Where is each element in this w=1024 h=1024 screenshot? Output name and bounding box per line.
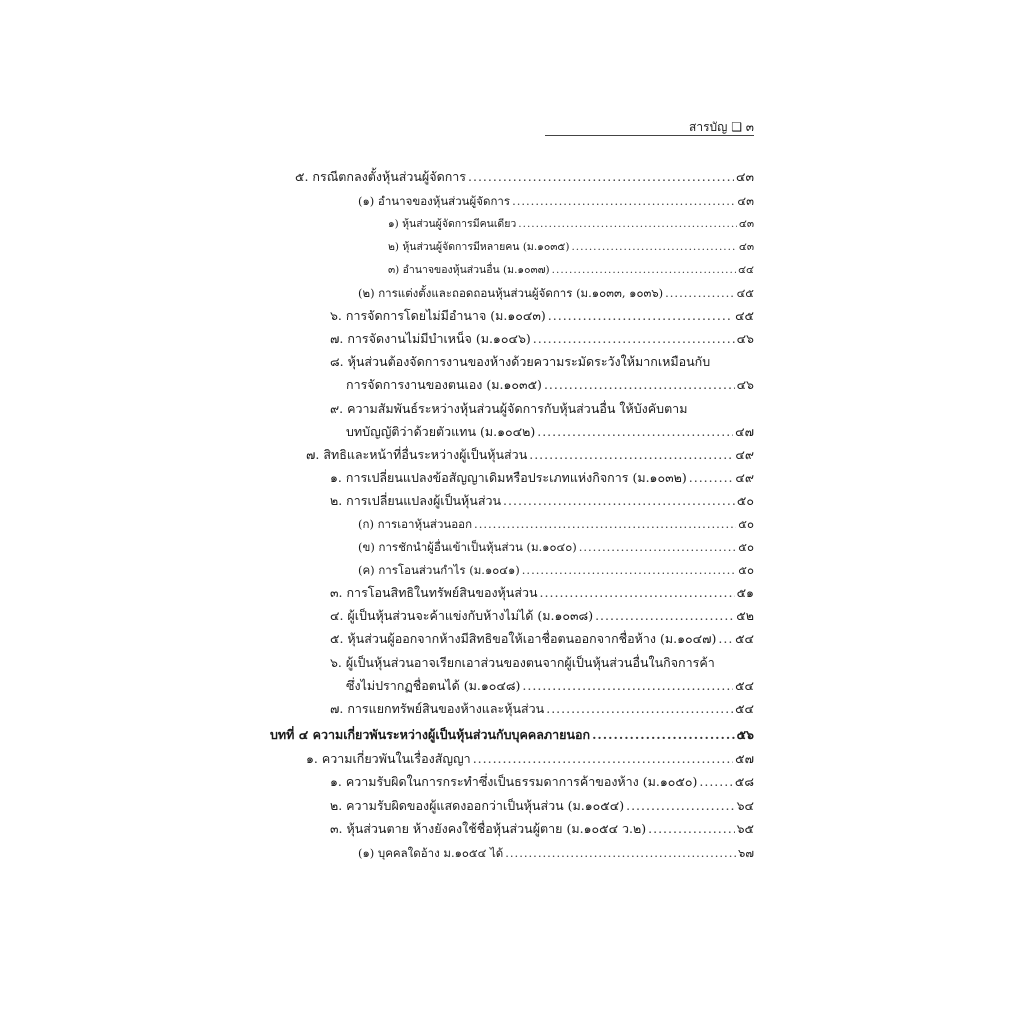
dot-leader bbox=[522, 676, 733, 696]
toc-entry-title: บทที่ ๔ ความเกี่ยวพันระหว่างผู้เป็นหุ้นส่วนกับบุคคลภายนอก bbox=[270, 727, 591, 742]
toc-entry-page: ๕๗ bbox=[735, 751, 754, 766]
toc-entry-page: ๖๔ bbox=[736, 798, 754, 813]
toc-entry bbox=[346, 676, 754, 696]
toc-entry bbox=[346, 422, 754, 442]
toc-entry-title: บทบัญญัติว่าด้วยตัวแทน (ม.๑๐๔๒) bbox=[346, 424, 536, 439]
dot-leader bbox=[571, 237, 736, 257]
toc-entry bbox=[358, 514, 754, 534]
toc-entry-title: ๒. การเปลี่ยนแปลงผู้เป็นหุ้นส่วน bbox=[330, 493, 502, 508]
toc-entry-title: ซึ่งไม่ปรากฏชื่อตนได้ (ม.๑๐๔๘) bbox=[346, 678, 521, 693]
dot-leader bbox=[626, 796, 735, 816]
dot-leader bbox=[546, 699, 733, 719]
dot-leader bbox=[540, 583, 735, 603]
toc-entry-title: ๒. ความรับผิดของผู้แสดงออกว่าเป็นหุ้นส่วน (ม.๑๐๕๔) bbox=[330, 798, 625, 813]
dot-leader bbox=[474, 514, 736, 534]
toc-entry-title: การจัดการงานของตนเอง (ม.๑๐๓๕) bbox=[346, 377, 542, 392]
toc-entry bbox=[330, 772, 754, 792]
toc-entry-page: ๕๐ bbox=[738, 563, 754, 577]
toc-entry-title: ๑) หุ้นส่วนผู้จัดการมีคนเดียว bbox=[388, 218, 517, 230]
dot-leader bbox=[522, 560, 736, 580]
dot-leader bbox=[473, 749, 733, 769]
toc-entry-first-line: ๘. หุ้นส่วนต้องจัดการงานของห้างด้วยความระมัดระวังให้มากเหมือนกับ bbox=[330, 354, 711, 369]
toc-entry-first-line: ๙. ความสัมพันธ์ระหว่างหุ้นส่วนผู้จัดการกับหุ้นส่วนอื่น ให้บังคับตาม bbox=[330, 401, 688, 416]
dot-leader bbox=[548, 306, 733, 326]
toc-entry bbox=[330, 491, 754, 511]
dot-leader bbox=[665, 283, 734, 303]
toc-entry bbox=[358, 560, 754, 580]
toc-entry-title: ๖. การจัดการโดยไม่มีอำนาจ (ม.๑๐๔๓) bbox=[330, 308, 546, 323]
toc-entry-page: ๔๓ bbox=[738, 218, 754, 230]
toc-entry-title: ๗. สิทธิและหน้าที่อื่นระหว่างผู้เป็นหุ้นส่วน bbox=[306, 447, 528, 462]
dot-leader bbox=[718, 629, 733, 649]
toc-entry-page: ๔๙ bbox=[735, 470, 754, 485]
toc-entry bbox=[330, 583, 754, 603]
dot-leader bbox=[552, 260, 736, 280]
dot-leader bbox=[518, 214, 737, 234]
dot-leader bbox=[699, 772, 733, 792]
toc-entry-title: ๑. ความรับผิดในการกระทำซึ่งเป็นธรรมดาการค้าของห้าง (ม.๑๐๕๐) bbox=[330, 774, 698, 789]
toc-entry-title: ๓. การโอนสิทธิในทรัพย์สินของหุ้นส่วน bbox=[330, 585, 538, 600]
dot-leader bbox=[592, 725, 735, 745]
toc-entry-page: ๖๕ bbox=[736, 821, 754, 836]
toc-entry bbox=[358, 191, 754, 211]
toc-entry-first-line: ๖. ผู้เป็นหุ้นส่วนอาจเรียกเอาส่วนของตนจากผู้เป็นหุ้นส่วนอื่นในกิจการค้า bbox=[330, 655, 715, 670]
toc-entry bbox=[306, 749, 754, 769]
toc-entry-page: ๖๗ bbox=[738, 846, 754, 860]
toc-entry-page: ๔๓ bbox=[738, 241, 754, 253]
toc-entry-title: (๑) บุคคลใดอ้าง ม.๑๐๕๔ ได้ bbox=[358, 846, 504, 860]
toc-entry bbox=[330, 329, 754, 349]
toc-entry bbox=[388, 260, 754, 280]
dot-leader bbox=[512, 191, 735, 211]
toc-entry-page: ๕๖ bbox=[736, 727, 754, 742]
toc-entry-title: ๕. กรณีตกลงตั้งหุ้นส่วนผู้จัดการ bbox=[295, 169, 467, 184]
toc-entry-page: ๕๘ bbox=[734, 774, 754, 789]
toc-entry bbox=[330, 699, 754, 719]
toc-entry bbox=[358, 537, 754, 557]
toc-entry bbox=[306, 445, 754, 465]
toc-entry-page: ๕๐ bbox=[736, 493, 754, 508]
toc-entry-title: (๑) อำนาจของหุ้นส่วนผู้จัดการ bbox=[358, 194, 511, 208]
dot-leader bbox=[648, 819, 734, 839]
dot-leader bbox=[468, 167, 734, 187]
toc-entry bbox=[346, 375, 754, 395]
toc-entry-title: ๔. ผู้เป็นหุ้นส่วนจะค้าแข่งกับห้างไม่ได้ (ม.๑๐๓๘) bbox=[330, 608, 594, 623]
toc-entry-page: ๔๓ bbox=[735, 169, 754, 184]
toc-entry-title: ๒) หุ้นส่วนผู้จัดการมีหลายคน (ม.๑๐๓๕) bbox=[388, 241, 570, 253]
toc-entry-title: ๗. การแยกทรัพย์สินของห้างและหุ้นส่วน bbox=[330, 701, 545, 716]
toc-entry-page: ๕๔ bbox=[735, 678, 754, 693]
toc-entry-page: ๔๔ bbox=[738, 264, 754, 276]
toc-entry-title: (ข) การชักนำผู้อื่นเข้าเป็นหุ้นส่วน (ม.๑๐๔๐) bbox=[358, 540, 577, 554]
toc-entry-title: ๗. การจัดงานไม่มีบำเหน็จ (ม.๑๐๔๖) bbox=[330, 331, 531, 346]
dot-leader bbox=[537, 422, 733, 442]
dot-leader bbox=[579, 537, 737, 557]
toc-entry-page: ๕๔ bbox=[735, 631, 754, 646]
toc-entry bbox=[330, 629, 754, 649]
toc-entry bbox=[330, 306, 754, 326]
dot-leader bbox=[544, 375, 735, 395]
toc-entry-title: (ก) การเอาหุ้นส่วนออก bbox=[358, 517, 473, 531]
dot-leader bbox=[529, 445, 733, 465]
toc-entry bbox=[358, 843, 754, 863]
toc-entry bbox=[295, 167, 754, 187]
toc-entry bbox=[330, 819, 754, 839]
toc-entry-title: ๓. หุ้นส่วนตาย ห้างยังคงใช้ชื่อหุ้นส่วนผู้ตาย (ม.๑๐๕๔ ว.๒) bbox=[330, 821, 647, 836]
toc-entry-page: ๕๐ bbox=[738, 540, 754, 554]
toc-entry-title: ๑. ความเกี่ยวพันในเรื่องสัญญา bbox=[306, 751, 471, 766]
toc-entry bbox=[358, 283, 754, 303]
toc-entry-page: ๔๖ bbox=[736, 331, 754, 346]
toc-entry-page: ๔๕ bbox=[736, 286, 754, 300]
toc-entry bbox=[330, 796, 754, 816]
toc-entry-page: ๔๓ bbox=[737, 194, 754, 208]
toc-entry-title: ๕. หุ้นส่วนผู้ออกจากห้างมีสิทธิขอให้เอาชื่อตนออกจากชื่อห้าง (ม.๑๐๔๗) bbox=[330, 631, 717, 646]
toc-entry bbox=[388, 237, 754, 257]
toc-entry-title: ๑. การเปลี่ยนแปลงข้อสัญญาเดิมหรือประเภทแห่งกิจการ (ม.๑๐๓๒) bbox=[330, 470, 687, 485]
toc-entry-page: ๕๐ bbox=[738, 517, 754, 531]
toc-entry-page: ๔๕ bbox=[735, 308, 754, 323]
toc-entry-title: ๓) อำนาจของหุ้นส่วนอื่น (ม.๑๐๓๗) bbox=[388, 264, 550, 276]
toc-entry-page: ๔๙ bbox=[735, 447, 754, 462]
toc-entry bbox=[388, 214, 754, 234]
toc-entry-page: ๔๗ bbox=[735, 424, 754, 439]
toc-entry-page: ๕๒ bbox=[736, 608, 754, 623]
toc-entry-title: (๒) การแต่งตั้งและถอดถอนหุ้นส่วนผู้จัดการ (ม.๑๐๓๓, ๑๐๓๖) bbox=[358, 286, 664, 300]
toc-entry-page: ๕๑ bbox=[736, 585, 754, 600]
toc-entry-title: (ค) การโอนส่วนกำไร (ม.๑๐๔๑) bbox=[358, 563, 520, 577]
dot-leader bbox=[595, 606, 734, 626]
toc-entry bbox=[330, 468, 754, 488]
toc-entry bbox=[330, 606, 754, 626]
toc-entry-page: ๕๔ bbox=[735, 701, 754, 716]
toc-chapter-entry bbox=[270, 725, 754, 745]
dot-leader bbox=[503, 491, 735, 511]
dot-leader bbox=[689, 468, 734, 488]
dot-leader bbox=[533, 329, 735, 349]
running-header: สารบัญ ❑ ๓ bbox=[689, 120, 754, 134]
dot-leader bbox=[505, 843, 736, 863]
toc-entry-page: ๔๖ bbox=[736, 377, 754, 392]
